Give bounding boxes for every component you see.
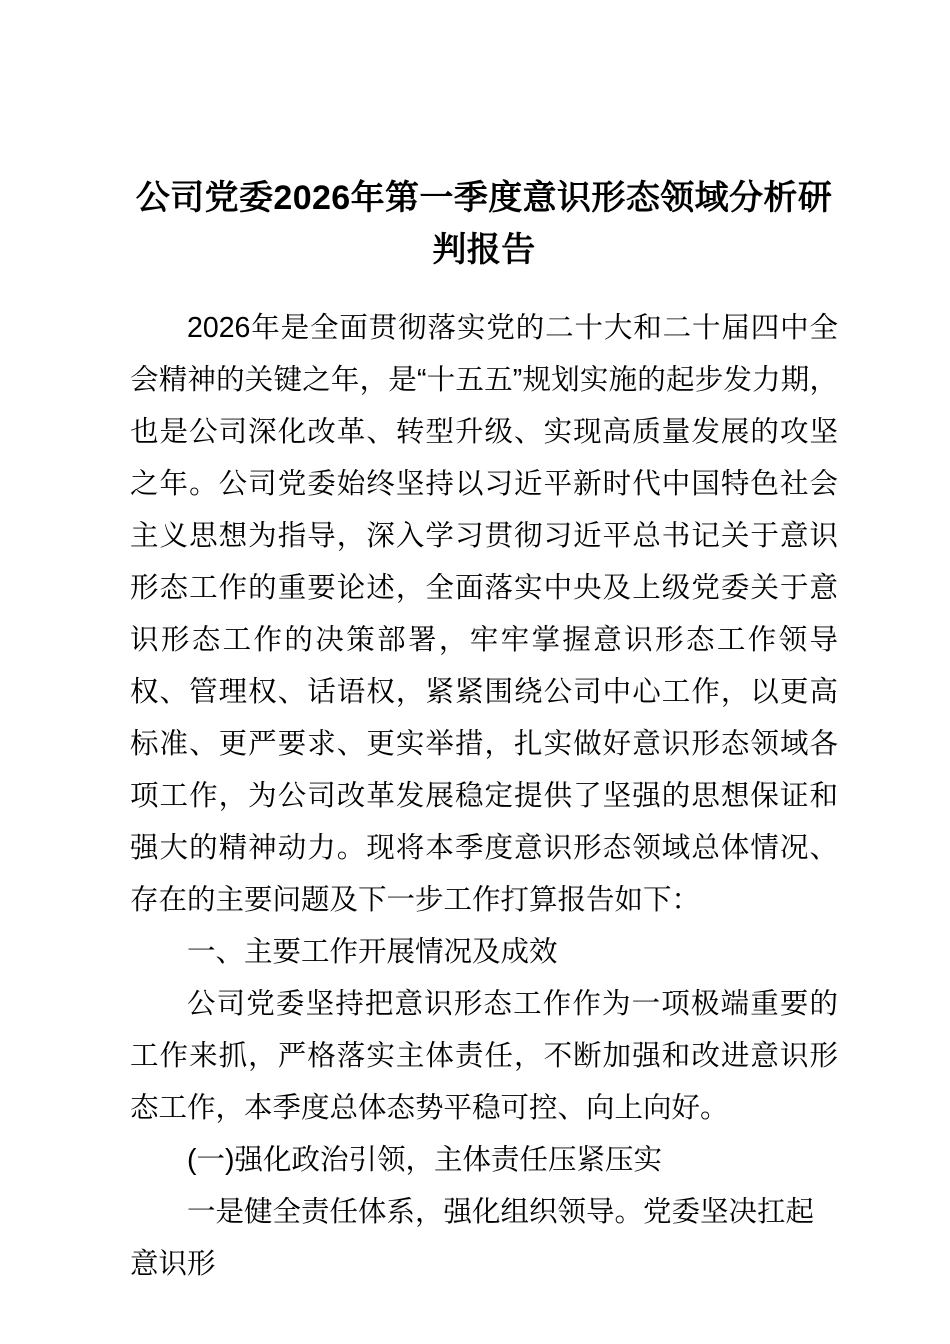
document-content (130, 0, 838, 1290)
subsection-heading-one: (一)强化政治引领，主体责任压紧压实 (187, 1144, 662, 1176)
section-heading-one: 一、主要工作开展情况及成效 (187, 936, 558, 968)
page-title: 公司党委2026年第一季度意识形态领域分析研判报告 (135, 179, 833, 269)
subsection-one-paragraph: 一是健全责任体系，强化组织领导。党委坚决扛起意识形 (130, 1196, 815, 1280)
section-one-paragraph: 公司党委坚持把意识形态工作作为一项极端重要的工作来抓，严格落实主体责任，不断加强和改进意识形态工作，本季度总体态势平稳可控、向上向好。 (130, 988, 838, 1124)
opening-paragraph: 2026年是全面贯彻落实党的二十大和二十届四中全会精神的关键之年，是“十五五”规划实施的起步发力期，也是公司深化改革、转型升级、实现高质量发展的攻坚之年。公司党委始终坚持以习近平新时代中国特色社会主义思想为指导，深入学习贯彻习近平总书记关于意识形态工作的重要论述，全面落实中央及上级党委关于意识形态工作的决策部署，牢牢掌握意识形态工作领导权、管理权、话语权，紧紧围绕公司中心工作，以更高标准、更严要求、更实举措，扎实做好意识形态领域各项工作，为公司改革发展稳定提供了坚强的思想保证和强大的精神动力。现将本季度意识形态领域总体情况、存在的主要问题及下一步工作打算报告如下： (130, 312, 838, 916)
